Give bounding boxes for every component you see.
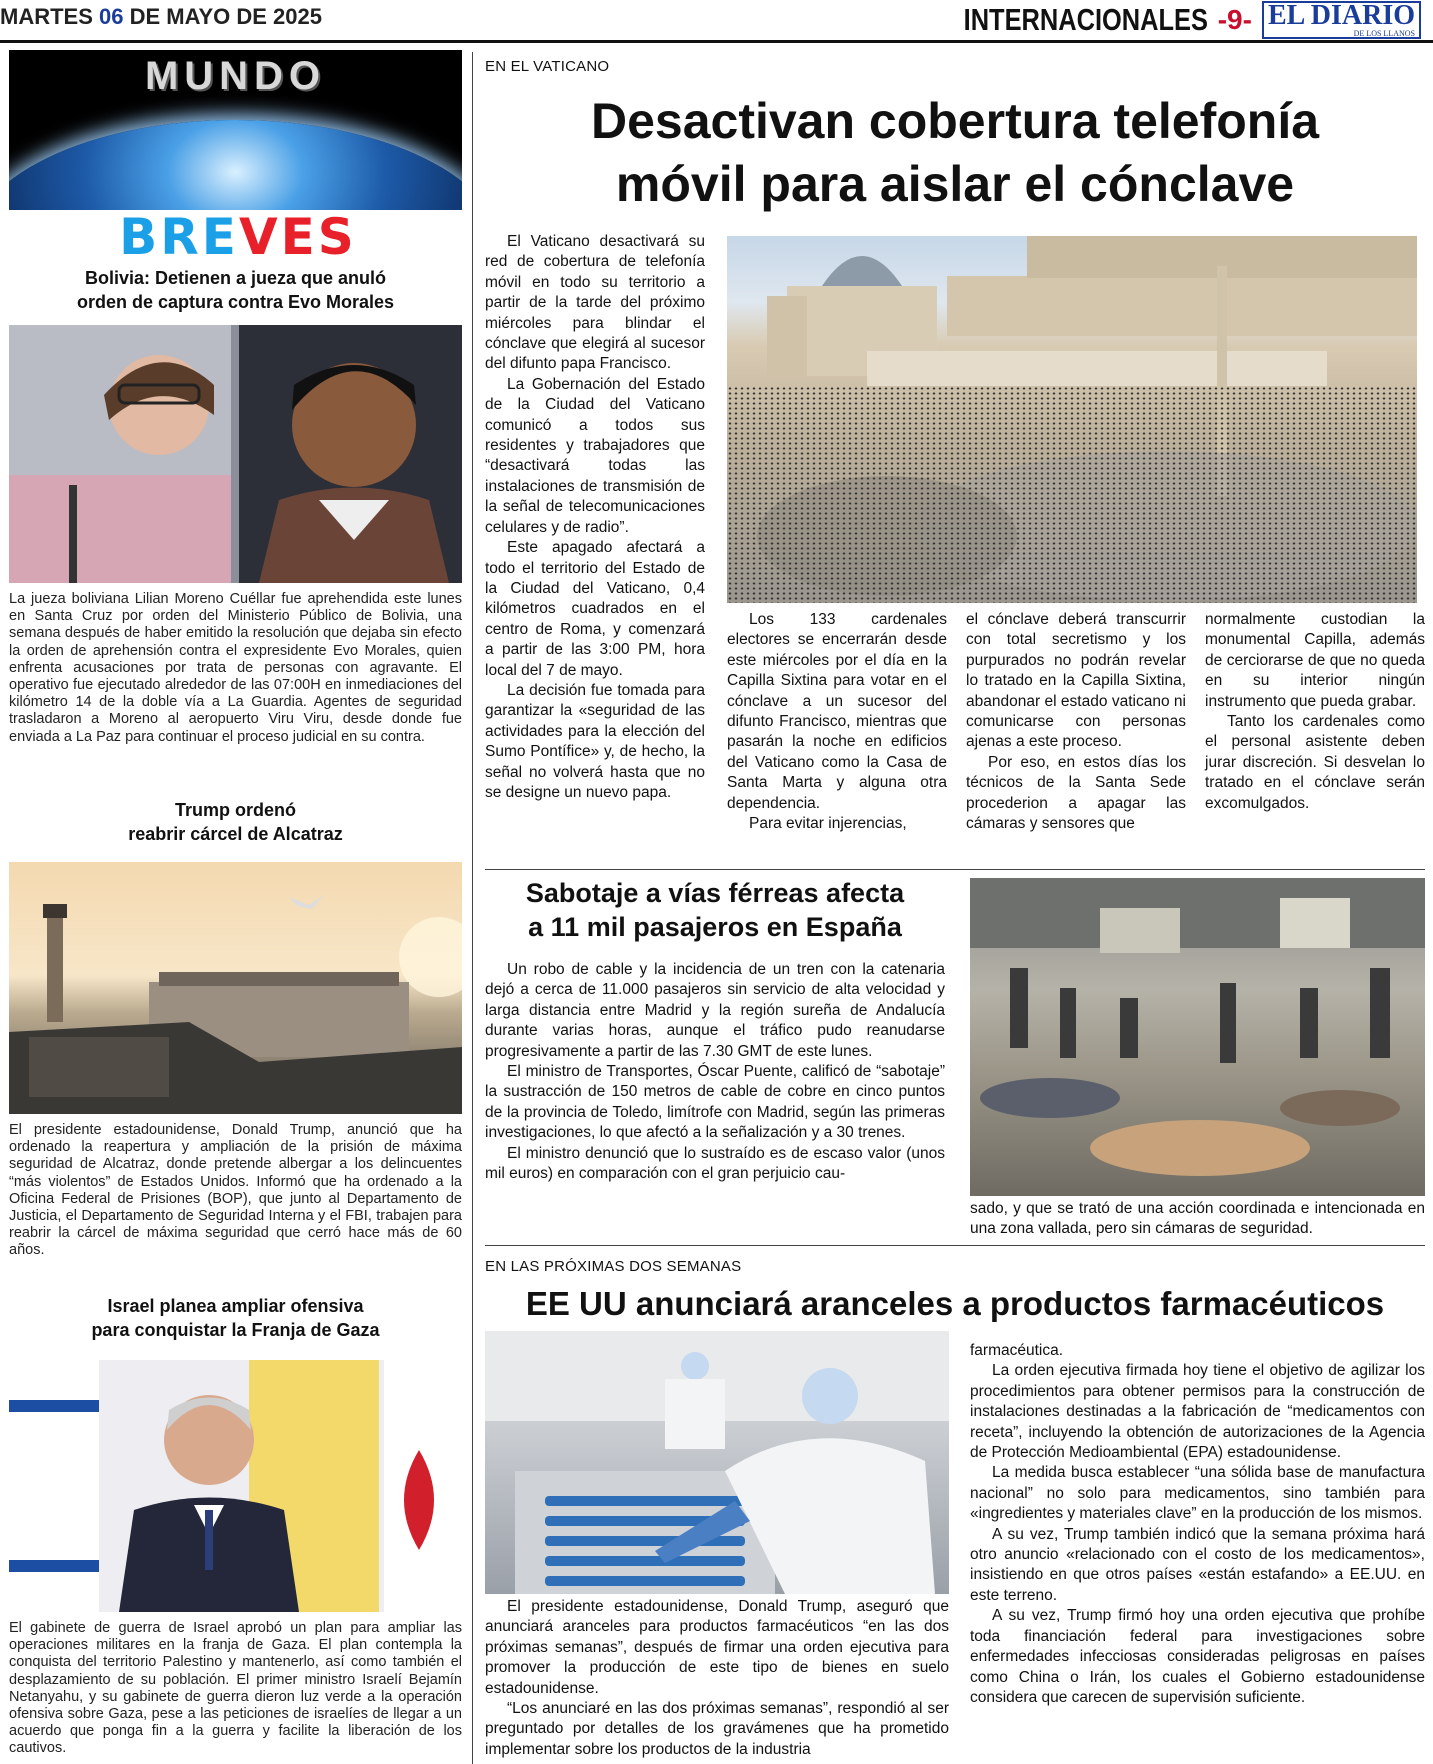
header-rule (0, 40, 1433, 43)
pharma-kicker: EN LAS PRÓXIMAS DOS SEMANAS (485, 1258, 742, 1275)
pharma-left-col: El presidente estadounidense, Donald Trump, aseguró que anunciará aranceles para productos farmacéuticos “en las dos próximas semanas”, después de firmar una orden ejecutiva para promover la producción de este tipo de bienes en suelo estadounidense. “Los anunciaré en las dos próximas semanas”, respondió al ser preguntado por detalles de los gravámenes que ha prometido implementar sobre los productos de la industria (485, 1598, 949, 1758)
mundo-banner: MUNDO (9, 50, 462, 210)
brief-body: El presidente estadounidense, Donald Trump, anunció que ha ordenado la reapertura y ampliación de la prisión de máxima seguridad de Alcatraz, donde pretende albergar a los delincuentes “más violentos” de Estados Unidos. Informó que ha ordenado a la Oficina Federal de Prisiones (BOP), que junto al Departamento de Justicia, el Departamento de Seguridad Interna y el FBI, trabajen para reabrir la cárcel de máxima seguridad que cerró hace más de 60 años. (9, 1122, 462, 1259)
vatican-col-2: Los 133 cardenales electores se encerrarán desde este miércoles por el día en la Capilla Sixtina para votar en el cónclave a un sucesor del difunto Francisco, mientras que pasarán la noche en edificios del Vaticano como la Casa de Santa Marta y alguna otra dependencia. Para evitar injerencias, (727, 611, 947, 833)
pharma-right-col: farmacéutica. La orden ejecutiva firmada hoy tiene el objetivo de agilizar los procedimientos para obtener permisos para la construcción de instalaciones destinadas a la fabricación de “medicamentos con receta”, incluyendo la obtención de autorizaciones de la Agencia de Protección Medioambiental (EPA) estadounidense. La medida busca establecer “una sólida base de manufactura nacional” no solo para medicamentos, sino también para «ingredientes y materiales clave” en la producción de los mismos. A su vez, Trump también indicó que la semana próxima hará otro anuncio «relacionado con el costo de los medicamentos», insistiendo en que otros países «están estafando» a EE.UU. en este terreno. A su vez, Trump firmó hoy una orden ejecutiva que prohíbe toda financiación federal para investigaciones sobre enfermedades infecciosas consideradas peligrosas en países como China o Irán, los cuales el Gobierno estadounidense considera que carecen de supervisión suficiente. (970, 1342, 1425, 1706)
issue-date: MARTES 06 DE MAYO DE 2025 (0, 4, 322, 29)
photo-train-station (970, 878, 1425, 1196)
spain-continuation: sado, y que se trató de una acción coordinada e intencionada en una zona vallada, pero sin cámaras de seguridad. (970, 1200, 1425, 1238)
story-divider (485, 1245, 1425, 1246)
photo-netanyahu (9, 1360, 462, 1612)
story-divider (485, 869, 1425, 870)
vatican-col-3: el cónclave deberá transcurrir con total secretismo y los purpurados no podrán revelar lo tratado en la Capilla Sixtina, abandonar el estado vaticano ni comunicarse con personas ajenas a este proceso. Por eso, en estos días los técnicos de la Santa Sede procederion a apagar las cámaras y sensores que (966, 611, 1186, 833)
brief-title: Trump ordenó reabrir cárcel de Alcatraz (128, 800, 343, 844)
photo-pharma-lab (485, 1331, 949, 1594)
vatican-headline: Desactivan cobertura telefonía móvil para aislar el cónclave (590, 93, 1320, 212)
pharma-headline: EE UU anunciará aranceles a productos farmacéuticos (525, 1285, 1385, 1322)
vatican-col-1: El Vaticano desactivará su red de cobertura de telefonía móvil en todo su territorio a partir de la tarde del próximo miércoles para blindar el cónclave que elegirá al sucesor del difunto papa Francisco. La Gobernación del Estado de la Ciudad del Vaticano comunicó a todos sus residentes y trabajadores que “desactivará todas las instalaciones de transmisión de la señal de telecomunicaciones celulares y de radio”. Este apagado afectará a todo el territorio del Estado de la Ciudad del Vaticano, 0,4 kilómetros cuadrados en el centro de Roma, y comenzará a partir de las 3:00 PM, hora local del 7 de mayo. La decisión fue tomada para garantizar la «seguridad de las actividades para la elección del Sumo Pontífice» y, de hecho, la señal no volverá hasta que no se designe un nuevo papa. (485, 233, 705, 801)
newspaper-logo: EL DIARIO DE LOS LLANOS (1262, 1, 1421, 39)
section-name: INTERNACIONALES (963, 2, 1208, 37)
photo-alcatraz (9, 862, 462, 1114)
vatican-col-4: normalmente custodian la monumental Capilla, además de cerciorarse de que no queda en su interior ningún instrumento que pueda grabar. Tanto los cardenales como el personal asistente deben jurar discreción. Si desvelan lo tratado en el cónclave serán excomulgados. (1205, 611, 1425, 812)
vatican-kicker: EN EL VATICANO (485, 58, 610, 75)
page-number: -9- (1217, 4, 1252, 35)
masthead-right (910, 0, 1421, 40)
photo-st-peters-square (727, 236, 1417, 603)
spain-body: Un robo de cable y la incidencia de un tren con la catenaria dejó a cerca de 11.000 pasajeros sin servicio de alta velocidad y larga distancia entre Madrid y la región sureña de Andalucía durante varias horas, aunque el tráfico pudo reanudarse progresivamente a partir de las 7.30 GMT de este lunes. El ministro de Transportes, Óscar Puente, calificó de “sabotaje” la sustracción de 150 metros de cable de cobre en cinco puntos de la provincia de Toledo, limítrofe con Madrid, según las primeras investigaciones, lo que afectó a la señalización y a 30 trenes. El ministro denunció que lo sustraído es de escaso valor (unos mil euros) en comparación con el gran perjuicio cau- (485, 961, 945, 1183)
brief-title: Israel planea ampliar ofensiva para conquistar la Franja de Gaza (91, 1296, 380, 1340)
brief-body: El gabinete de guerra de Israel aprobó un plan para ampliar las operaciones militares en la franja de Gaza. El plan contempla la conquista del territorio Palestino y mantenerlo, así como también el desplazamiento de su población. El primer ministro Israelí Bejamín Netanyahu, y su gabinete de guerra dieron luz verde a la operación ofensiva sobre Gaza, pese a las peticiones de israelíes de llegar a un acuerdo que ponga fin a la guerra y facilite la liberación de los cautivos. (9, 1620, 462, 1757)
brief-body: La jueza boliviana Lilian Moreno Cuéllar fue aprehendida este lunes en Santa Cruz por orden del Ministerio Público de Bolivia, una semana después de haber emitido la resolución que dejaba sin efecto la orden de aprehensión contra el expresidente Evo Morales, quien enfrenta acusaciones por trata de personas con agravante. El operativo fue ejecutado alrededor de las 07:00H en inmediaciones del kilómetro 14 de la doble vía a La Guardia. Agentes de seguridad trasladaron a Moreno al aeropuerto Viru Viru, desde donde fue enviada a La Paz para continuar el proceso judicial en su contra. (9, 591, 462, 745)
earth-icon (9, 120, 462, 210)
column-divider (472, 52, 473, 1764)
breves-title: BREVES (119, 208, 357, 266)
brief-title: Bolivia: Detienen a jueza que anuló orden de captura contra Evo Morales (76, 268, 395, 312)
photo-jueza-evo (9, 325, 462, 583)
spain-headline: Sabotaje a vías férreas afecta a 11 mil pasajeros en España (525, 878, 905, 942)
